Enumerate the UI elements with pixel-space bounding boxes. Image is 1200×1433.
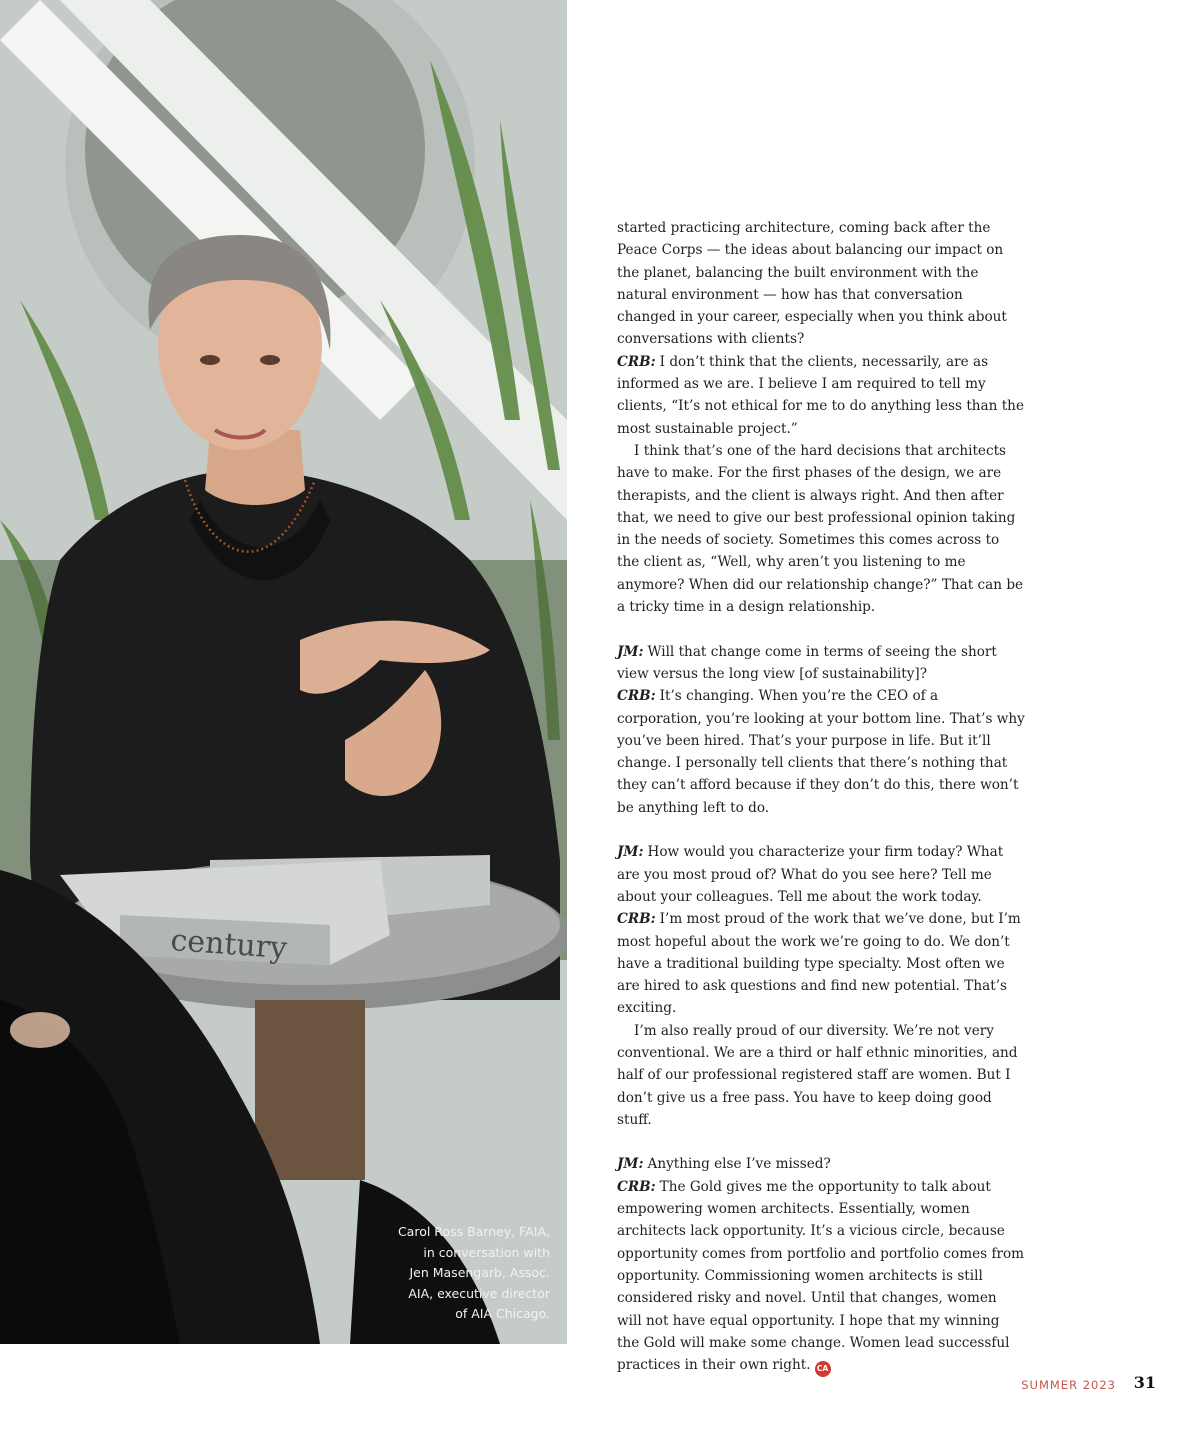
paragraph-text: I’m also really proud of our diversity. We’re not very conventional. We are a third or half ethnic minorities, and half of our professional registered staff are women. But I don’t give us a free pass. You have to keep doing good stuff. bbox=[617, 1022, 1018, 1128]
article-paragraph bbox=[617, 1020, 1025, 1131]
article-paragraph bbox=[617, 841, 1025, 908]
article-paragraph bbox=[617, 1153, 1025, 1175]
speaker-label: CRB: bbox=[617, 911, 656, 928]
speaker-label: JM: bbox=[617, 1156, 644, 1173]
speaker-label: CRB: bbox=[617, 1178, 656, 1195]
page-number: 31 bbox=[1133, 1373, 1156, 1392]
interview-text bbox=[617, 217, 1025, 1377]
paragraph-text: It’s changing. When you’re the CEO of a corporation, you’re looking at your bottom line. That’s why you’ve been hired. That’s your purpose in life. But it’ll change. I personally tell clients that there’s nothing that they can’t afford because if they don’t do this, there won’t be anything left to do. bbox=[617, 688, 1025, 816]
photo-illustration bbox=[0, 0, 567, 1344]
article-paragraph bbox=[617, 1176, 1025, 1377]
paragraph-text: Will that change come in terms of seeing the short view versus the long view [of sustainability]? bbox=[617, 643, 997, 682]
paragraph-text: Anything else I’ve missed? bbox=[647, 1156, 831, 1173]
paragraph-text: I don’t think that the clients, necessarily, are as informed as we are. I believe I am required to tell my clients, “It’s not ethical for me to do anything less than the most sustainable project.” bbox=[617, 353, 1024, 437]
speaker-label: JM: bbox=[617, 643, 644, 660]
book-spine-text: century bbox=[169, 923, 289, 967]
paragraph-text: How would you characterize your firm today? What are you most proud of? What do you see here? Tell me about your colleagues. Tell me about the work today. bbox=[617, 844, 1004, 905]
article-paragraph bbox=[617, 217, 1025, 351]
paragraph-text: I’m most proud of the work that we’ve done, but I’m most hopeful about the work we’re going to do. We don’t have a traditional building type specialty. Most often we are hired to ask questions and find new potential. That’s exciting. bbox=[617, 911, 1021, 1017]
article-paragraph bbox=[617, 908, 1025, 1019]
paragraph-text: The Gold gives me the opportunity to talk about empowering women architects. Essentially, women architects lack opportunity. It’s a vicious circle, because opportunity comes from portfolio and portfolio comes from opportunity. Commissioning women architects is still considered risky and novel. Until that changes, women will not have equal opportunity. I hope that my winning the Gold will make some change. Women lead successful practices in their own right. bbox=[617, 1178, 1025, 1374]
end-mark-icon: CA bbox=[815, 1361, 831, 1377]
article-paragraph bbox=[617, 440, 1025, 618]
paragraph-text: started practicing architecture, coming back after the Peace Corps — the ideas about balancing our impact on the planet, balancing the built environment with the natural environment — how has that conversation changed in your career, especially when you think about conversations with clients? bbox=[617, 220, 1007, 348]
paragraph-text: I think that’s one of the hard decisions that architects have to make. For the first phases of the design, we are therapists, and the client is always right. And then after that, we need to give our best professional opinion taking in the needs of society. Sometimes this comes across to the client as, “Well, why aren’t you listening to me anymore? When did our relationship change?” That can be a tricky time in a design relationship. bbox=[617, 442, 1024, 616]
article-paragraph bbox=[617, 685, 1025, 819]
article-paragraph bbox=[617, 641, 1025, 686]
paragraph-gap bbox=[617, 618, 1025, 640]
paragraph-gap bbox=[617, 1131, 1025, 1153]
speaker-label: CRB: bbox=[617, 353, 656, 370]
issue-label: SUMMER 2023 bbox=[1021, 1378, 1116, 1392]
speaker-label: JM: bbox=[617, 844, 644, 861]
article-paragraph bbox=[617, 351, 1025, 440]
speaker-label: CRB: bbox=[617, 688, 656, 705]
feature-photo bbox=[0, 0, 567, 1344]
photo-caption: Carol Ross Barney, FAIA, in conversation with Jen Masengarb, Assoc. AIA, executive director of AIA Chicago. bbox=[397, 1224, 550, 1321]
paragraph-gap bbox=[617, 819, 1025, 841]
